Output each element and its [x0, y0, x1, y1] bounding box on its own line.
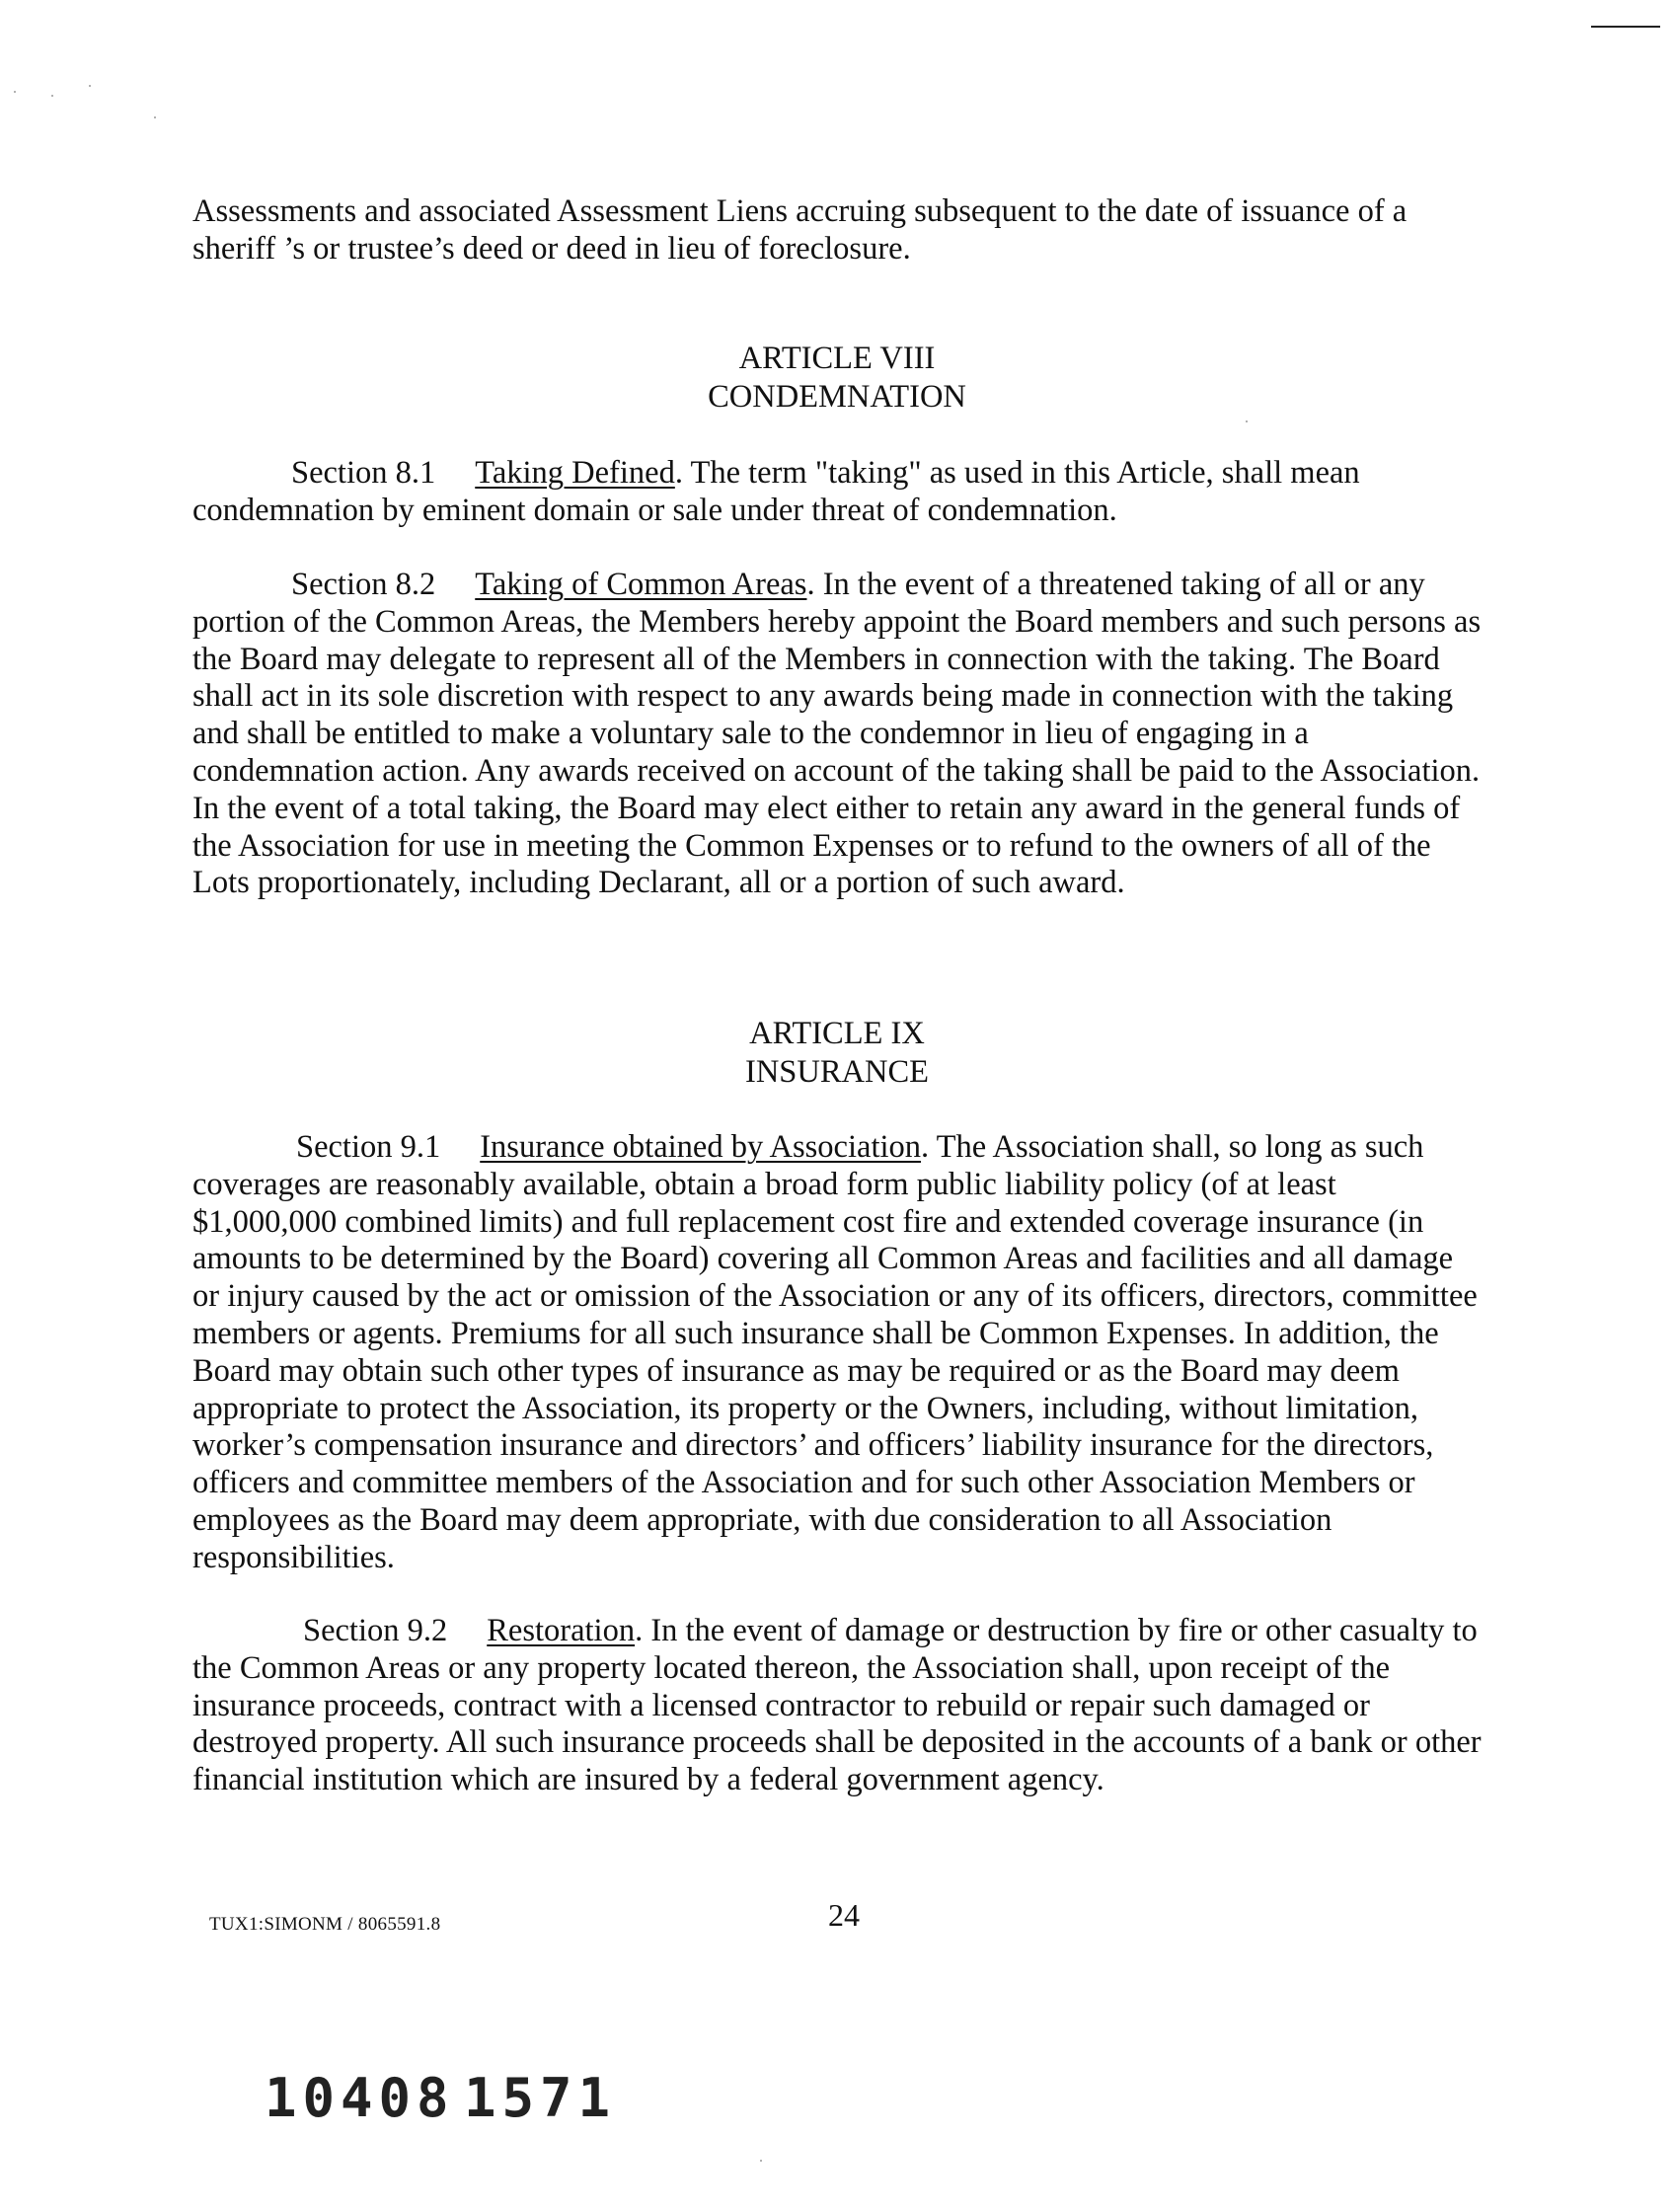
section-9-1-number: Section 9.1	[296, 1129, 441, 1165]
article-8-heading	[0, 340, 1674, 417]
article-8-title: CONDEMNATION	[708, 379, 966, 415]
section-9-1	[192, 1129, 1485, 1577]
scan-speck	[89, 85, 91, 87]
section-9-2-number: Section 9.2	[303, 1613, 448, 1648]
scan-speck	[1246, 420, 1248, 422]
section-9-2	[192, 1613, 1485, 1799]
section-9-1-title: Insurance obtained by Association	[480, 1129, 921, 1165]
footer-document-id: TUX1:SIMONM / 8065591.8	[209, 1914, 441, 1935]
section-8-1	[192, 455, 1485, 530]
section-9-2-body: . In the event of damage or destruction by fire or other casualty to the Common Areas or any property located thereon, the Association shall, upon receipt of the insurance proceeds, contract with a licensed contractor to rebuild or repair such damaged or destroyed property. All such insurance proceeds shall be deposited in the accounts of a bank or other financial institution which are insured by a federal government agency.	[192, 1613, 1482, 1798]
scan-speck	[760, 2160, 762, 2162]
section-8-2-title: Taking of Common Areas	[475, 567, 807, 602]
section-8-2-body: . In the event of a threatened taking of all or any portion of the Common Areas, the Members hereby appoint the Board members and such persons as the Board may delegate to represent all of the Members in connection with the taking. The Board shall act in its sole discretion with respect to any awards being made in connection with the taking and shall be entitled to make a voluntary sale to the condemnor in lieu of engaging in a condemnation action. Any awards received on account of the taking shall be paid to the Association. In the event of a total taking, the Board may elect either to retain any award in the general funds of the Association for use in meeting the Common Expenses or to refund to the owners of all of the Lots proportionately, including Declarant, all or a portion of such award.	[192, 567, 1482, 901]
section-8-1-title: Taking Defined	[475, 455, 675, 491]
scan-speck	[154, 116, 156, 118]
page-number: 24	[828, 1897, 860, 1933]
section-8-2-number: Section 8.2	[291, 567, 436, 602]
section-8-1-number: Section 8.1	[291, 455, 436, 491]
article-8-number: ARTICLE VIII	[738, 341, 936, 376]
scan-speck	[14, 91, 16, 93]
section-8-2	[192, 567, 1485, 902]
corner-rule-mark	[1591, 26, 1660, 28]
article-9-number: ARTICLE IX	[749, 1016, 925, 1051]
article-9-title: INSURANCE	[745, 1054, 929, 1090]
recording-stamp-page: 1571	[464, 2067, 617, 2129]
intro-paragraph: Assessments and associated Assessment Liens accruing subsequent to the date of issuance of a sheriff ’s or trustee’s deed or deed in lieu of foreclosure.	[192, 193, 1408, 267]
scan-speck	[51, 95, 53, 97]
section-9-1-body: . The Association shall, so long as such coverages are reasonably available, obtain a broad form public liability policy (of at least $1,000,000 combined limits) and full replacement cost fire and extended coverage insurance (in amounts to be determined by the Board) covering all Common Areas and facilities and all damage or injury caused by the act or omission of the Association or any of its officers, directors, committee members or agents. Premiums for all such insurance shall be Common Expenses. In addition, the Board may obtain such other types of insurance as may be required or as the Board may deem appropriate to protect the Association, its property or the Owners, including, without limitation, worker’s compensation insurance and directors’ and officers’ liability insurance for the directors, officers and committee members of the Association and for such other Association Members or employees as the Board may deem appropriate, with due consideration to all Association responsibilities.	[192, 1129, 1478, 1575]
article-9-heading	[0, 1015, 1674, 1092]
section-9-2-title: Restoration	[487, 1613, 636, 1648]
recording-stamp-book: 10408	[265, 2067, 455, 2129]
section-8-1-body: . The term "taking" as used in this Article, shall mean condemnation by eminent domain or sale under threat of condemnation.	[192, 455, 1360, 528]
